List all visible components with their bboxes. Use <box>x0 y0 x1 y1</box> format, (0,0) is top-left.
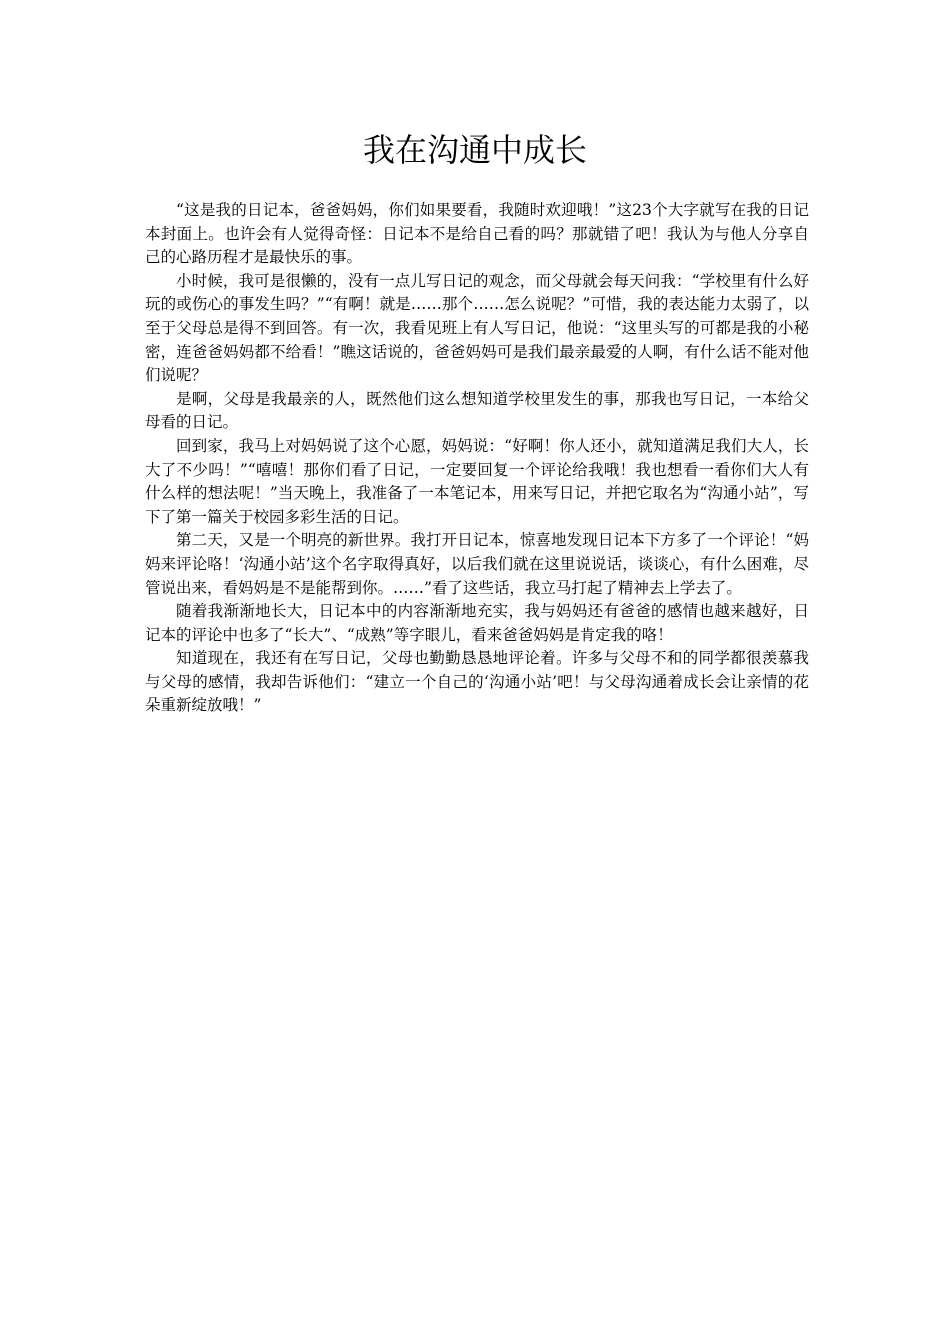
paragraph: 知道现在，我还有在写日记，父母也勤勤恳恳地评论着。许多与父母不和的同学都很羡慕我与父母的感情，我却告诉他们：“建立一个自己的‘沟通小站’吧！与父母沟通着成长会让亲情的花朵重新绽放哦！” <box>145 649 809 715</box>
document-body <box>145 199 809 718</box>
paragraph: “这是我的日记本，爸爸妈妈，你们如果要看，我随时欢迎哦！”这23个大字就写在我的日记本封面上。也许会有人觉得奇怪：日记本不是给自己看的吗？那就错了吧！我认为与他人分享自己的心路历程才是最快乐的事。 <box>145 201 809 267</box>
paragraph: 第二天，又是一个明亮的新世界。我打开日记本，惊喜地发现日记本下方多了一个评论！“妈妈来评论咯！‘沟通小站’这个名字取得真好，以后我们就在这里说说话，谈谈心，有什么困难，尽管说出来，看妈妈是不是能帮到你。……”看了这些话，我立马打起了精神去上学去了。 <box>145 531 809 597</box>
paragraph: 随着我渐渐地长大，日记本中的内容渐渐地充实，我与妈妈还有爸爸的感情也越来越好，日记本的评论中也多了“长大”、“成熟”等字眼儿，看来爸爸妈妈是肯定我的咯！ <box>145 602 809 644</box>
paragraph: 回到家，我马上对妈妈说了这个心愿，妈妈说：“好啊！你人还小，就知道满足我们大人，长大了不少吗！”“嘻嘻！那你们看了日记，一定要回复一个评论给我哦！我也想看一看你们大人有什么样的想法呢！”当天晚上，我准备了一本笔记本，用来写日记，并把它取名为“沟通小站”，写下了第一篇关于校园多彩生活的日记。 <box>145 436 809 526</box>
document-title: 我在沟通中成长 <box>362 131 587 169</box>
paragraph: 小时候，我可是很懒的，没有一点儿写日记的观念，而父母就会每天问我：“学校里有什么好玩的或伤心的事发生吗？”“有啊！就是……那个……怎么说呢？”可惜，我的表达能力太弱了，以至于父母总是得不到回答。有一次，我看见班上有人写日记，他说：“这里头写的可都是我的小秘密，连爸爸妈妈都不给看！”瞧这话说的，爸爸妈妈可是我们最亲最爱的人啊，有什么话不能对他们说呢？ <box>145 271 809 385</box>
paragraph: 是啊，父母是我最亲的人，既然他们这么想知道学校里发生的事，那我也写日记，一本给父母看的日记。 <box>145 389 809 432</box>
